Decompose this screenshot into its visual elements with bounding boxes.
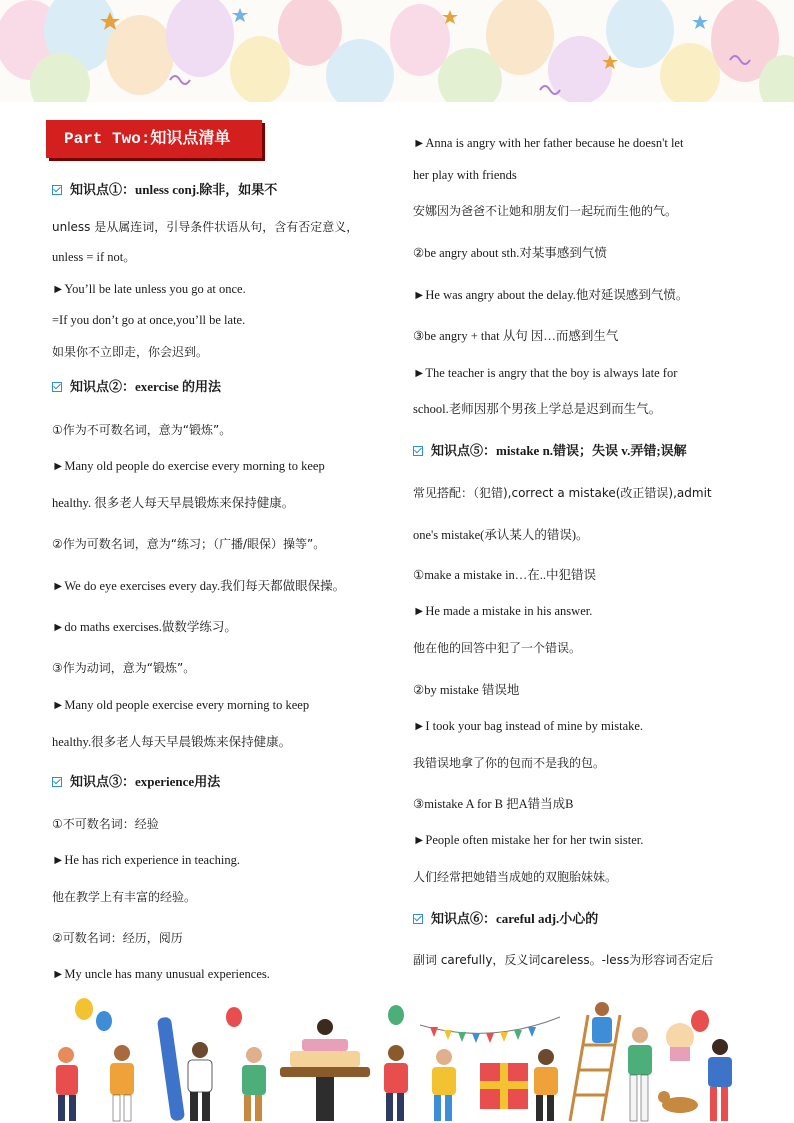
section-heading-2: 知识点②：exercise 的用法 xyxy=(52,378,221,396)
text-line: ②作为可数名词，意为“练习；（广播/眼保）操等”。 xyxy=(52,537,326,551)
party-illustration xyxy=(40,995,770,1123)
text-line: 我错误地拿了你的包而不是我的包。 xyxy=(413,756,606,770)
text-line: unless 是从属连词，引导条件状语从句，含有否定意义， xyxy=(52,220,359,234)
part-title: Part Two:知识点清单 xyxy=(46,120,262,158)
text-line: one's mistake(承认某人的错误)。 xyxy=(413,528,589,542)
text-line: ►do maths exercises.做数学练习。 xyxy=(52,620,237,634)
text-line: ①作为不可数名词，意为“锻炼”。 xyxy=(52,423,232,437)
text-line: ②可数名词：经历，阅历 xyxy=(52,931,183,945)
balloon-banner xyxy=(0,0,794,102)
text-line: 如果你不立即走，你会迟到。 xyxy=(52,345,209,359)
text-line: ►My uncle has many unusual experiences. xyxy=(52,967,270,981)
text-line: ►You’ll be late unless you go at once. xyxy=(52,282,246,296)
text-line: ①make a mistake in…在..中犯错误 xyxy=(413,568,597,582)
checkbox-icon xyxy=(52,777,62,787)
text-line: ►Many old people exercise every morning to keep xyxy=(52,698,310,712)
text-line: ③be angry + that 从句 因…而感到生气 xyxy=(413,329,619,343)
text-line: ►People often mistake her for her twin sister. xyxy=(413,833,644,847)
text-line: ►He has rich experience in teaching. xyxy=(52,853,240,867)
checkbox-icon xyxy=(413,914,423,924)
text-line: ►He was angry about the delay.他对延误感到气愤。 xyxy=(413,288,689,302)
text-line: healthy.很多老人每天早晨锻炼来保持健康。 xyxy=(52,735,292,749)
text-line: ►He made a mistake in his answer. xyxy=(413,604,593,618)
text-line: ►I took your bag instead of mine by mistake. xyxy=(413,719,644,733)
section-heading-6: 知识点⑥：careful adj.小心的 xyxy=(413,910,598,928)
checkbox-icon xyxy=(413,446,423,456)
text-line: ►We do eye exercises every day.我们每天都做眼保操。 xyxy=(52,579,346,593)
text-line: =If you don’t go at once,you’ll be late. xyxy=(52,313,246,327)
text-line: healthy. 很多老人每天早晨锻炼来保持健康。 xyxy=(52,496,295,510)
text-line: ►Anna is angry with her father because he doesn't let xyxy=(413,136,684,150)
text-line: ③作为动词，意为“锻炼”。 xyxy=(52,661,196,675)
text-line: school.老师因那个男孩上学总是迟到而生气。 xyxy=(413,402,662,416)
text-line: unless = if not。 xyxy=(52,250,136,264)
text-line: 安娜因为爸爸不让她和朋友们一起玩而生他的气。 xyxy=(413,204,678,218)
text-line: ②by mistake 错误地 xyxy=(413,683,520,697)
section-heading-5: 知识点⑤：mistake n.错误；失误 v.弄错;误解 xyxy=(413,442,687,460)
text-line: 常见搭配：（犯错),correct a mistake(改正错误),admit xyxy=(413,486,712,500)
text-line: ►Many old people do exercise every morning to keep xyxy=(52,459,325,473)
section-heading-3: 知识点③：experience用法 xyxy=(52,773,220,791)
text-line: ►The teacher is angry that the boy is always late for xyxy=(413,366,678,380)
text-line: 他在教学上有丰富的经验。 xyxy=(52,890,197,904)
text-line: 副词 carefully，反义词careless。-less为形容词否定后 xyxy=(413,953,714,967)
text-line: ①不可数名词：经验 xyxy=(52,817,159,831)
text-line: 他在他的回答中犯了一个错误。 xyxy=(413,641,582,655)
section-heading-1: 知识点①：unless conj.除非，如果不 xyxy=(52,181,277,199)
checkbox-icon xyxy=(52,382,62,392)
text-line: ②be angry about sth.对某事感到气愤 xyxy=(413,246,607,260)
text-line: ③mistake A for B 把A错当成B xyxy=(413,797,574,811)
checkbox-icon xyxy=(52,185,62,195)
text-line: her play with friends xyxy=(413,168,517,182)
text-line: 人们经常把她错当成她的双胞胎妹妹。 xyxy=(413,870,618,884)
